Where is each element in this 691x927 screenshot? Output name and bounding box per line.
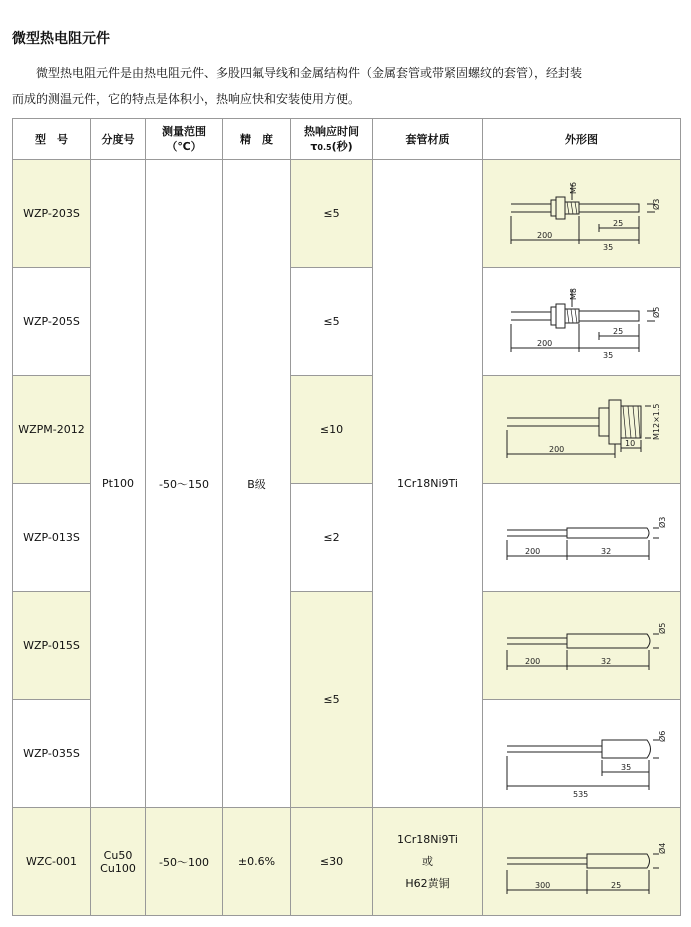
sensor-drawing (487, 812, 677, 912)
dim-l2: 32 (600, 546, 611, 556)
intro-line-1: 微型热电阻元件是由热电阻元件、多股四氟导线和金属结构件（金属套管或带紧固螺纹的套管），经封装 (36, 66, 583, 80)
range-cell: -50～100 (146, 808, 223, 916)
sensor-drawing (487, 164, 677, 264)
figure-cell (483, 808, 681, 916)
dim-dia: Ø6 (657, 730, 667, 742)
dim-dia: Ø3 (651, 198, 661, 210)
dim-l1: 200 (524, 546, 540, 556)
figure-cell (483, 376, 681, 484)
model-cell: WZPM-2012 (13, 376, 91, 484)
dim-l1: 200 (536, 230, 552, 240)
page-title: 微型热电阻元件 (12, 31, 110, 47)
material-cell: 1Cr18Ni9Ti 或 H62黄铜 (373, 808, 483, 916)
dim-l2: 32 (600, 656, 611, 666)
dim-l3: 10 (624, 438, 635, 448)
sensor-drawing (487, 596, 677, 696)
dim-l1: 200 (536, 338, 552, 348)
response-cell: ≤10 (291, 376, 373, 484)
dim-l1: 535 (572, 789, 588, 799)
dim-l1: 200 (524, 656, 540, 666)
intro-line-2: 而成的测温元件，它的特点是体积小，热响应快和安装使用方便。 (12, 92, 361, 106)
header-division: 分度号 (91, 119, 146, 160)
figure-cell (483, 592, 681, 700)
sensor-drawing (487, 488, 677, 588)
dim-dia: Ø4 (657, 842, 667, 854)
header-model: 型 号 (13, 119, 91, 160)
dim-l2: 25 (610, 880, 621, 890)
sensor-drawing (487, 272, 677, 372)
response-cell: ≤5 (291, 268, 373, 376)
dim-l3: 25 (612, 326, 623, 336)
model-cell: WZC-001 (13, 808, 91, 916)
accuracy-cell: B级 (223, 160, 291, 808)
dim-thread: M8 (568, 287, 578, 300)
sensor-drawing (487, 380, 677, 480)
table-header-row (13, 119, 681, 160)
figure-cell (483, 484, 681, 592)
range-cell: -50～150 (146, 160, 223, 808)
response-cell: ≤30 (291, 808, 373, 916)
figure-cell (483, 268, 681, 376)
sensor-drawing (487, 704, 677, 804)
dim-l2: 35 (602, 242, 613, 252)
dim-l1: 200 (548, 444, 564, 454)
division-cell: Cu50 Cu100 (91, 808, 146, 916)
response-cell: ≤5 (291, 592, 373, 808)
figure-cell (483, 160, 681, 268)
response-cell: ≤2 (291, 484, 373, 592)
accuracy-cell: ±0.6% (223, 808, 291, 916)
dim-dia: Ø5 (657, 622, 667, 634)
model-cell: WZP-013S (13, 484, 91, 592)
dim-thread: M12×1.5 (651, 402, 661, 440)
model-cell: WZP-015S (13, 592, 91, 700)
dim-thread: M6 (568, 181, 578, 194)
header-range: 测量范围 （℃） (146, 119, 223, 160)
intro-paragraph (12, 60, 680, 112)
model-cell: WZP-035S (13, 700, 91, 808)
dim-l2: 35 (602, 350, 613, 360)
dim-l2: 35 (620, 762, 631, 772)
material-cell: 1Cr18Ni9Ti (373, 160, 483, 808)
header-material: 套管材质 (373, 119, 483, 160)
model-cell: WZP-203S (13, 160, 91, 268)
dim-dia: Ø5 (651, 306, 661, 318)
dim-l3: 25 (612, 218, 623, 228)
response-cell: ≤5 (291, 160, 373, 268)
division-cell: Pt100 (91, 160, 146, 808)
spec-table (12, 118, 681, 916)
header-figure: 外形图 (483, 119, 681, 160)
header-accuracy: 精 度 (223, 119, 291, 160)
model-cell: WZP-205S (13, 268, 91, 376)
figure-cell (483, 700, 681, 808)
header-response: 热响应时间 τ0.5(秒) (291, 119, 373, 160)
table-row (13, 160, 681, 268)
table-row (13, 808, 681, 916)
dim-l1: 300 (534, 880, 550, 890)
dim-dia: Ø3 (657, 516, 667, 528)
